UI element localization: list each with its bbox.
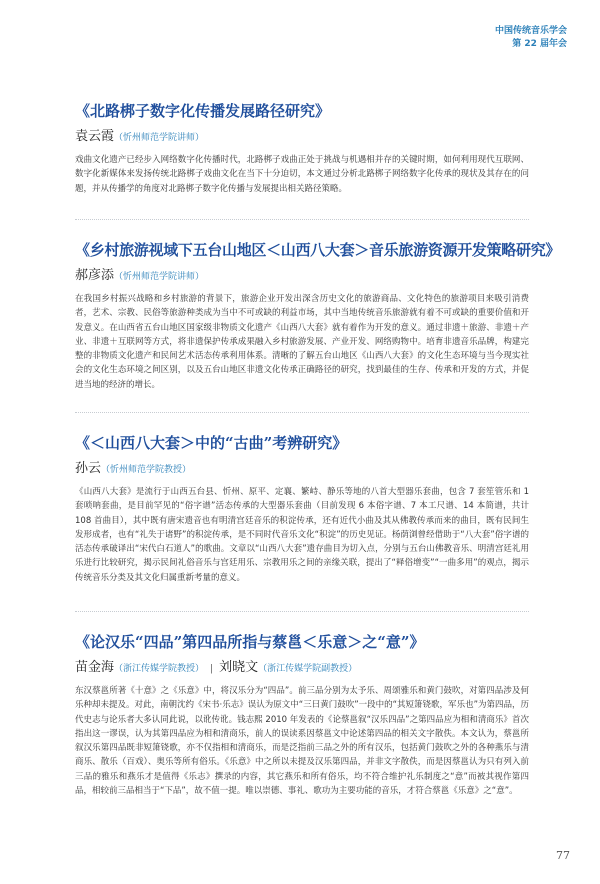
conference-session: 第 22 届年会	[512, 39, 567, 49]
article-abstract: 戏曲文化遗产已经步入网络数字化传播时代，北路梆子戏曲正处于挑战与机遇相并存的关键时期，如何利用现代互联网、数字化新媒体来发扬传统北路梆子戏曲文化在当下十分迫切，本文通过分析北路梆子网络数字化传承的现状及其存在的问题，并从传播学的角度对北路梆子数字化传播与发展提出相关路径策略。	[75, 155, 529, 194]
article-title: 《北路梆子数字化传播发展路径研究》	[75, 102, 331, 120]
author-line	[75, 458, 529, 479]
author-line	[75, 126, 529, 147]
author-line	[75, 265, 529, 286]
author-affiliation: （浙江传媒学院副教授）	[258, 664, 358, 674]
article-abstract: 东汉蔡邕所著《十意》之《乐意》中，将汉乐分为“四品”。前三品分别为太予乐、周颂雅乐和黄门鼓吹，对第四品涉及何乐种却未提及。对此，南朝沈约《宋书·乐志》误认为原文中“三曰黄门鼓吹”一段中的“其短箫铙歌，军乐也”为第四品，历代史志与论乐者大多认同此说，以讹传讹。钱志熙 2010 年发表的《论蔡邕叙“汉乐四品”之第四品应为相和清商乐》首次指出这一谬误，认为其第四品应为相和清商乐，前人的误读系因蔡邕文中论述第四品的相关文字散佚。本文认为，蔡邕所叙汉乐第四品既非短箫铙歌，亦不仅指相和清商乐，而是泛指前三品之外的所有汉乐，包括黄门鼓吹之外的各种燕乐与清商乐、散乐（百戏）、奥乐等所有俗乐。《乐意》中之所以未提及汉乐第四品，并非文字散佚，而是因蔡邕认为只有列入前三品的雅乐和燕乐才是值得《乐志》撰录的内容，其它燕乐和所有俗乐，均不符合维护礼乐制度之“意”而被其视作第四品，相较前三品相当于“下品”，故不值一提。唯以崇德、事礼、歌功为主要功能的音乐，才符合蔡邕《乐意》之“意”。	[75, 686, 529, 797]
section-divider	[75, 412, 529, 413]
author-line	[75, 657, 529, 678]
article-2	[75, 240, 561, 392]
author-name: 袁云霞	[75, 129, 115, 144]
author-name: 刘晓文	[219, 660, 259, 675]
article-1	[75, 101, 529, 196]
author-name: 孙云	[75, 461, 102, 476]
conference-name: 中国传统音乐学会	[494, 26, 567, 36]
author-affiliation: （浙江传媒学院教授）	[114, 664, 205, 674]
article-title: 《论汉乐“四品”第四品所指与蔡邕＜乐意＞之“意”》	[75, 633, 425, 651]
article-3	[75, 433, 529, 585]
article-abstract: 《山西八大套》是流行于山西五台县、忻州、原平、定襄、繁峙、静乐等地的八首大型器乐套曲，包含 7 套笙管乐和 1 套唢呐套曲，是目前罕见的“俗字谱”活态传承的大型器乐套曲（目前发现 6 本俗字谱、7 本工尺谱、14 本简谱，共计 108 首曲目），其中既有唐宋遗音也有明清宫廷音乐的积淀传承，还有近代小曲及其从佛教传承而来的曲目，既有民间生发形成者，也有“礼失于诸野”的积淀传承，是不同时代音乐文化“积淀”的历史见证。杨荫浏曾经借助于“八大套”俗字谱的活态传承破译出“宋代白石道人”的歌曲。文章以“山西八大套”遗存曲目为切入点，分别与五台山佛教音乐、明清宫廷礼用乐进行比较研究，揭示民间礼俗音乐与宫廷用乐、宗教用乐之间的亲缘关联，提出了“释俗增变”“一曲多用”的观点，揭示传统音乐分类及其文化归属重新考量的意义。	[75, 487, 529, 583]
article-title: 《＜山西八大套＞中的“古曲”考辨研究》	[75, 434, 348, 452]
article-4	[75, 632, 529, 798]
article-abstract: 在我国乡村振兴战略和乡村旅游的背景下，旅游企业开发出深含历史文化的旅游商品、文化特色的旅游项目来吸引消费者，艺术、宗教、民俗等旅游种类成为当中不可或缺的利益市场，其中当地传统音乐旅游就有着不可或缺的重要价值和开发意义。在山西省五台山地区国家级非物质文化遗产《山西八大套》就有着作为开发的意义。通过非遗＋旅游、非遗＋产业、非遗＋互联网等方式，将非遗保护传承成果融入乡村旅游发展、产业开发、网络购物中。培育非遗音乐品牌，构建完整的非物质文化遗产和民间艺术活态传承利用体系。清晰的了解五台山地区《山西八大套》的文化生态环境与当今现实社会的文化生态环境之间区别，以及五台山地区非遗文化传承正确路径的研究，找到最佳的生存、传承和开发的方式，并促进当地的经济的增长。	[75, 294, 529, 390]
section-divider	[75, 219, 529, 220]
author-name: 郝彦添	[75, 268, 115, 283]
article-title: 《乡村旅游视域下五台山地区＜山西八大套＞音乐旅游资源开发策略研究》	[75, 241, 561, 259]
author-separator: |	[210, 664, 214, 674]
author-name: 苗金海	[75, 660, 115, 675]
conference-header	[495, 25, 567, 51]
author-affiliation: （忻州师范学院讲师）	[114, 133, 205, 143]
author-affiliation: （忻州师范学院教授）	[101, 465, 192, 475]
section-divider	[75, 611, 529, 612]
page-number: 77	[556, 849, 570, 862]
author-affiliation: （忻州师范学院讲师）	[114, 272, 205, 282]
